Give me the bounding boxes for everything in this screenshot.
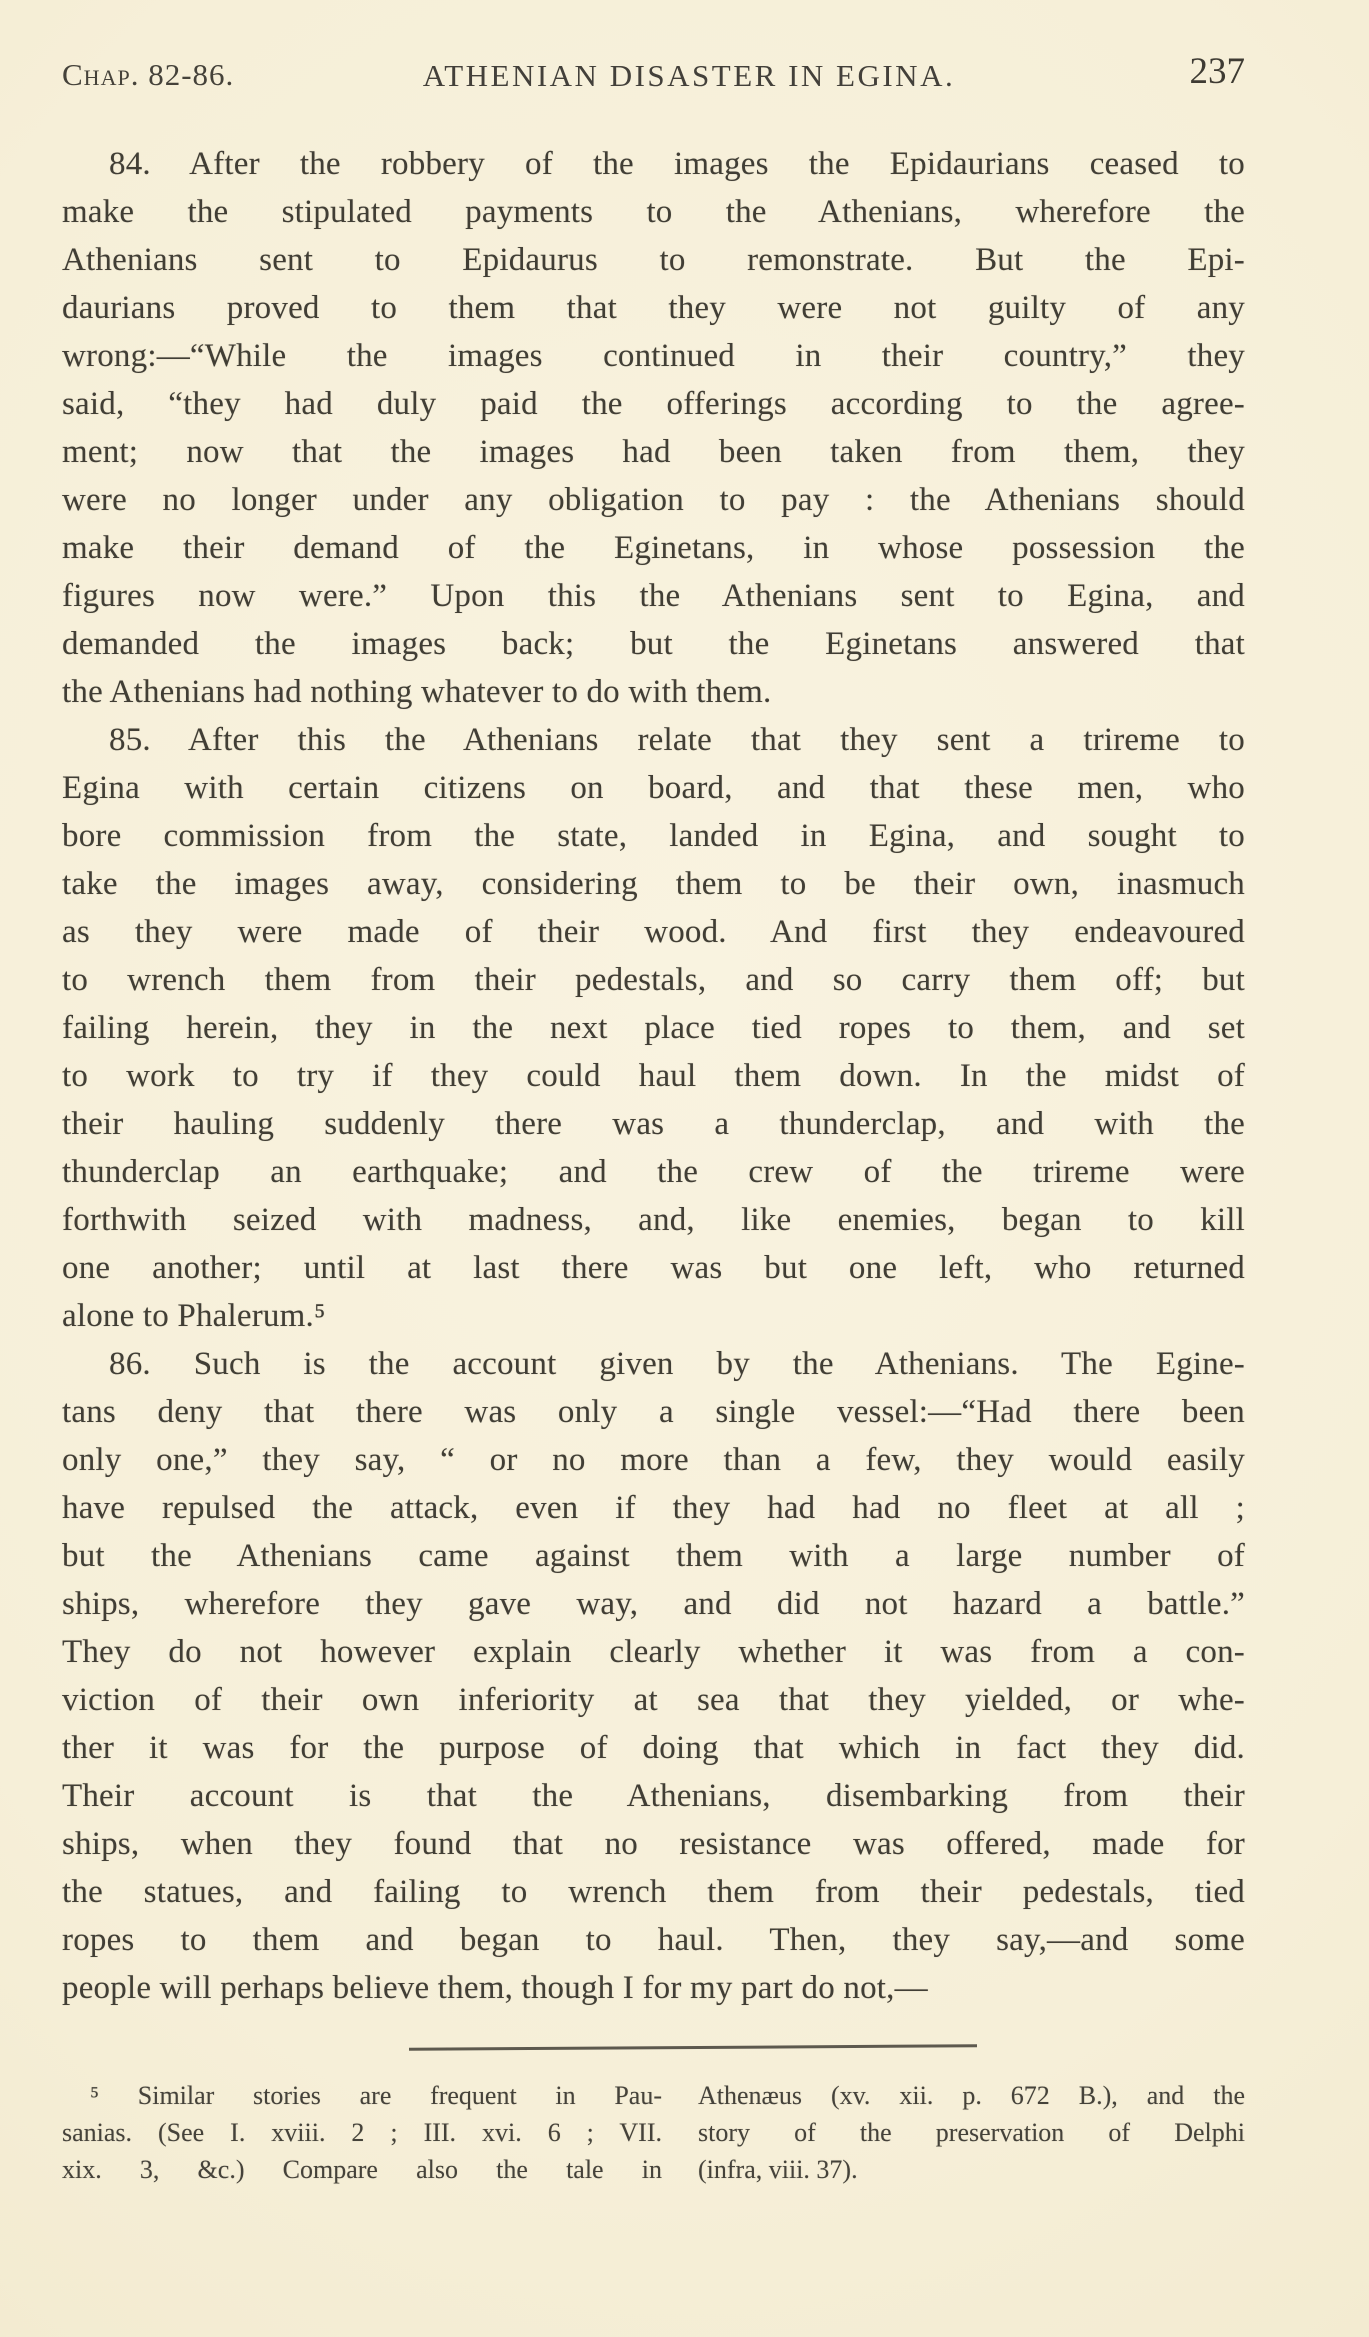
text-line: ships, when they found that no resistance was offered, made for bbox=[62, 1826, 1245, 1862]
text-line: the Athenians had nothing whatever to do with them. bbox=[62, 674, 772, 710]
text-line: but the Athenians came against them with a large number of bbox=[62, 1538, 1245, 1574]
text-line: their hauling suddenly there was a thunderclap, and with the bbox=[62, 1106, 1245, 1142]
body-text bbox=[62, 140, 1245, 2012]
text-line: daurians proved to them that they were not guilty of any bbox=[62, 290, 1245, 326]
text-line: ther it was for the purpose of doing that which in fact they did. bbox=[62, 1730, 1245, 1766]
running-header bbox=[62, 50, 1245, 96]
paragraph bbox=[62, 1340, 1245, 2012]
footnote bbox=[62, 2077, 1245, 2188]
text-line: They do not however explain clearly whether it was from a con- bbox=[62, 1634, 1245, 1670]
text-line: ships, wherefore they gave way, and did not hazard a battle.” bbox=[62, 1586, 1245, 1622]
footnote-line: story of the preservation of Delphi bbox=[698, 2118, 1245, 2147]
text-line: ment; now that the images had been taken from them, they bbox=[62, 434, 1245, 470]
text-line: make their demand of the Eginetans, in whose possession the bbox=[62, 530, 1245, 566]
text-line: said, “they had duly paid the offerings according to the agree- bbox=[62, 386, 1245, 422]
text-line: 85. After this the Athenians relate that they sent a trireme to bbox=[109, 722, 1245, 758]
text-line: failing herein, they in the next place tied ropes to them, and set bbox=[62, 1010, 1245, 1046]
text-line: to wrench them from their pedestals, and so carry them off; but bbox=[62, 962, 1245, 998]
text-line: forthwith seized with madness, and, like enemies, began to kill bbox=[62, 1202, 1245, 1238]
text-line: one another; until at last there was but one left, who returned bbox=[62, 1250, 1245, 1286]
text-line: 86. Such is the account given by the Athenians. The Egine- bbox=[109, 1346, 1245, 1382]
footnote-line: (infra, viii. 37). bbox=[698, 2155, 858, 2184]
text-line: thunderclap an earthquake; and the crew of the trireme were bbox=[62, 1154, 1245, 1190]
text-line: to work to try if they could haul them down. In the midst of bbox=[62, 1058, 1245, 1094]
text-line: Their account is that the Athenians, disembarking from their bbox=[62, 1778, 1245, 1814]
footnote-separator-rule bbox=[409, 2044, 977, 2050]
footnote-left bbox=[62, 2077, 662, 2188]
text-line: take the images away, considering them to be their own, inasmuch bbox=[62, 866, 1245, 902]
chapter-label: Chap. 82-86. bbox=[62, 57, 235, 92]
text-line: have repulsed the attack, even if they had had no fleet at all ; bbox=[62, 1490, 1245, 1526]
text-line: 84. After the robbery of the images the Epidaurians ceased to bbox=[109, 146, 1245, 182]
text-line: the statues, and failing to wrench them from their pedestals, tied bbox=[62, 1874, 1245, 1910]
page-number: 237 bbox=[1189, 51, 1245, 92]
footnote-line: Athenæus (xv. xii. p. 672 B.), and the bbox=[698, 2081, 1245, 2110]
running-title: ATHENIAN DISASTER IN EGINA. bbox=[422, 58, 956, 93]
text-line: Athenians sent to Epidaurus to remonstrate. But the Epi- bbox=[62, 242, 1245, 278]
page-content bbox=[62, 50, 1245, 2188]
text-line: as they were made of their wood. And first they endeavoured bbox=[62, 914, 1245, 950]
footnote-line: xix. 3, &c.) Compare also the tale in bbox=[62, 2155, 662, 2184]
text-line: only one,” they say, “ or no more than a few, they would easily bbox=[62, 1442, 1245, 1478]
text-line: bore commission from the state, landed in Egina, and sought to bbox=[62, 818, 1245, 854]
footnote-right bbox=[698, 2077, 1245, 2188]
footnote-line: ⁵ Similar stories are frequent in Pau- bbox=[90, 2081, 662, 2110]
text-line: tans deny that there was only a single vessel:—“Had there been bbox=[62, 1394, 1245, 1430]
text-line: Egina with certain citizens on board, and that these men, who bbox=[62, 770, 1245, 806]
paragraph bbox=[62, 140, 1245, 716]
footnote-line: sanias. (See I. xviii. 2 ; III. xvi. 6 ; VII. bbox=[62, 2118, 662, 2147]
text-line: ropes to them and began to haul. Then, they say,—and some bbox=[62, 1922, 1245, 1958]
text-line: make the stipulated payments to the Athenians, wherefore the bbox=[62, 194, 1245, 230]
text-line: figures now were.” Upon this the Athenians sent to Egina, and bbox=[62, 578, 1245, 614]
paragraph bbox=[62, 716, 1245, 1340]
text-line: alone to Phalerum.⁵ bbox=[62, 1298, 326, 1334]
text-line: demanded the images back; but the Eginetans answered that bbox=[62, 626, 1245, 662]
text-line: wrong:—“While the images continued in their country,” they bbox=[62, 338, 1245, 374]
text-line: people will perhaps believe them, though I for my part do not,— bbox=[62, 1970, 928, 2006]
text-line: viction of their own inferiority at sea that they yielded, or whe- bbox=[62, 1682, 1245, 1718]
text-line: were no longer under any obligation to pay : the Athenians should bbox=[62, 482, 1245, 518]
